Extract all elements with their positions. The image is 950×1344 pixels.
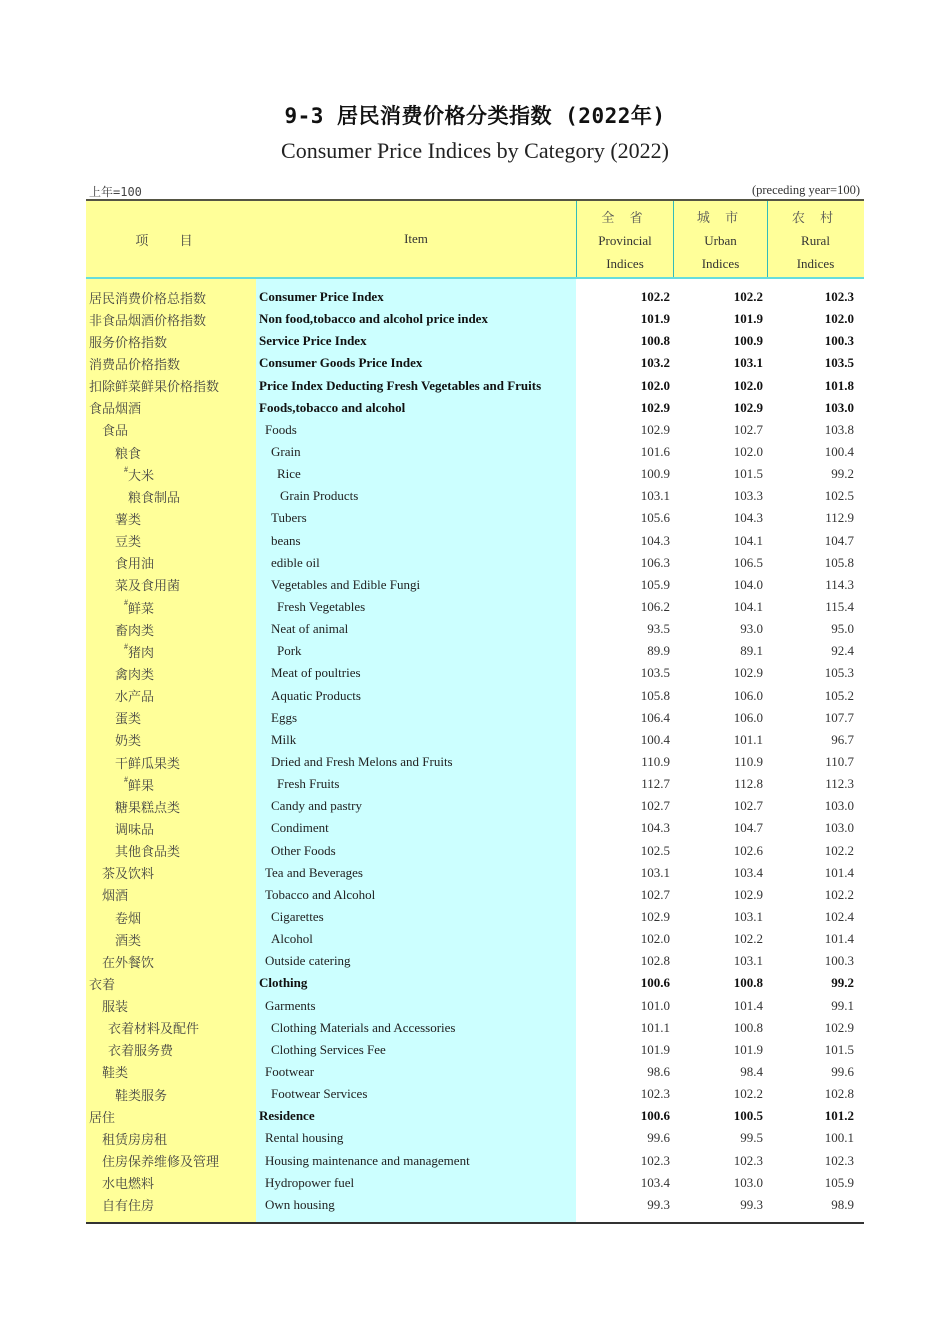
rural-value: 103.0 — [824, 798, 854, 814]
row-label-en: Clothing Materials and Accessories — [271, 1019, 456, 1035]
table-row — [86, 1194, 864, 1216]
rural-value: 110.7 — [825, 754, 854, 770]
row-label-cn: 自有住房 — [102, 1198, 155, 1214]
provincial-value: 103.4 — [640, 1174, 670, 1190]
table-row — [86, 397, 864, 419]
row-label-cn: 鞋类 — [102, 1065, 129, 1081]
table-row — [86, 884, 864, 906]
row-label-en: Alcohol — [271, 931, 313, 947]
rural-value: 112.3 — [825, 776, 854, 792]
row-label-en: Cigarettes — [271, 909, 324, 924]
row-label-cn: 居住 — [89, 1109, 116, 1125]
row-label-en: Own housing — [265, 1196, 335, 1212]
table-row — [86, 906, 864, 928]
provincial-value: 98.6 — [647, 1063, 670, 1079]
row-label-en: Fresh Fruits — [277, 776, 340, 792]
urban-value: 102.2 — [733, 289, 763, 305]
table-row — [86, 485, 864, 507]
provincial-value: 102.2 — [640, 289, 670, 305]
header-rural-en2: Indices — [796, 255, 835, 271]
provincial-value: 102.9 — [640, 421, 670, 437]
header-rural-en1: Rural — [801, 232, 830, 248]
urban-value: 104.3 — [733, 510, 763, 526]
rural-value: 103.0 — [824, 820, 854, 836]
rural-value: 99.2 — [831, 466, 854, 482]
provincial-value: 102.7 — [640, 886, 670, 902]
header-urban-en2: Indices — [701, 255, 740, 271]
row-label-cn: 食品烟酒 — [89, 401, 142, 417]
rural-value: 105.9 — [824, 1174, 854, 1190]
row-label-cn: 衣着 — [89, 976, 116, 992]
row-label-en: Foods — [265, 421, 297, 437]
table-row — [86, 308, 864, 330]
row-label-cn: 奶类 — [115, 733, 142, 749]
provincial-value: 105.9 — [640, 576, 670, 592]
cpi-table — [86, 199, 864, 1224]
rural-value: 103.0 — [824, 399, 854, 415]
urban-value: 103.1 — [733, 355, 763, 371]
rural-value: 99.2 — [831, 975, 854, 991]
rural-value: 112.9 — [825, 510, 854, 526]
urban-value: 102.7 — [733, 798, 763, 814]
urban-value: 110.9 — [734, 754, 763, 770]
rural-value: 102.4 — [824, 909, 854, 924]
table-row — [86, 286, 864, 308]
urban-value: 104.1 — [733, 532, 763, 548]
row-label-cn: 其他食品类 — [115, 844, 181, 860]
row-label-en: Tubers — [271, 510, 307, 526]
provincial-value: 102.8 — [640, 953, 670, 969]
row-label-cn: 水电燃料 — [102, 1176, 155, 1192]
provincial-value: 102.3 — [640, 1152, 670, 1168]
row-label-en: Garments — [265, 997, 316, 1013]
provincial-value: 102.9 — [640, 399, 670, 415]
provincial-value: 99.6 — [647, 1130, 670, 1146]
rural-value: 101.2 — [824, 1108, 854, 1124]
provincial-value: 103.5 — [640, 665, 670, 681]
row-label-cn: 食品 — [102, 423, 129, 439]
table-row — [86, 685, 864, 707]
table-row — [86, 463, 864, 485]
row-label-cn: 食用油 — [115, 556, 155, 572]
provincial-value: 106.2 — [640, 599, 670, 615]
row-label-en: Fresh Vegetables — [277, 599, 366, 615]
row-label-cn: 畜肉类 — [115, 622, 155, 638]
row-label-en: Service Price Index — [259, 333, 367, 349]
urban-value: 106.0 — [733, 709, 763, 725]
provincial-value: 100.9 — [640, 466, 670, 482]
rural-value: 102.3 — [824, 289, 854, 305]
row-label-cn: #鲜果 — [124, 774, 155, 793]
table-row — [86, 441, 864, 463]
urban-value: 103.4 — [733, 864, 763, 880]
urban-value: 102.9 — [733, 665, 763, 681]
provincial-value: 103.1 — [640, 488, 670, 504]
row-label-cn: 住房保养维修及管理 — [102, 1154, 220, 1170]
rural-value: 98.9 — [831, 1196, 854, 1212]
urban-value: 99.3 — [740, 1196, 763, 1212]
provincial-value: 104.3 — [640, 820, 670, 836]
row-label-cn: #猪肉 — [124, 641, 155, 660]
urban-value: 100.9 — [733, 333, 763, 349]
urban-value: 102.2 — [733, 931, 763, 947]
header-item-cn: 项 目 — [135, 232, 207, 248]
row-label-cn: 鞋类服务 — [115, 1087, 168, 1103]
header-urban-en1: Urban — [704, 232, 737, 248]
table-row — [86, 530, 864, 552]
row-label-cn: 酒类 — [115, 932, 142, 948]
rural-value: 115.4 — [825, 599, 854, 615]
table-row — [86, 330, 864, 352]
provincial-value: 101.1 — [640, 1019, 670, 1035]
rural-value: 102.8 — [824, 1086, 854, 1102]
urban-value: 102.6 — [733, 842, 763, 858]
table-row — [86, 507, 864, 529]
bottom-rule — [86, 1222, 864, 1224]
table-row — [86, 862, 864, 884]
table-row — [86, 1039, 864, 1061]
row-label-cn: 服务价格指数 — [89, 334, 168, 350]
table-row — [86, 662, 864, 684]
table-row — [86, 552, 864, 574]
rural-value: 102.2 — [824, 886, 854, 902]
rural-value: 107.7 — [824, 709, 854, 725]
row-label-cn: 粮食 — [115, 445, 142, 461]
urban-value: 106.5 — [733, 554, 763, 570]
table-row — [86, 928, 864, 950]
table-header — [86, 201, 864, 279]
row-label-en: Meat of poultries — [271, 665, 361, 681]
table-row — [86, 773, 864, 795]
urban-value: 102.9 — [733, 399, 763, 415]
header-provincial — [576, 201, 673, 277]
page-title-en: Consumer Price Indices by Category (2022) — [281, 138, 669, 163]
provincial-value: 101.9 — [640, 311, 670, 327]
row-label-en: Tobacco and Alcohol — [265, 886, 376, 902]
table-row — [86, 1172, 864, 1194]
rural-value: 92.4 — [831, 643, 854, 659]
provincial-value: 105.8 — [640, 687, 670, 703]
row-label-en: Neat of animal — [271, 621, 349, 637]
row-label-en: Other Foods — [271, 842, 336, 858]
header-rural — [767, 201, 863, 277]
header-item-en: Item — [404, 231, 428, 246]
table-row — [86, 1083, 864, 1105]
table-row — [86, 995, 864, 1017]
row-label-en: Grain — [271, 444, 301, 460]
rural-value: 100.3 — [824, 333, 854, 349]
rural-value: 105.8 — [824, 554, 854, 570]
header-urban-cn: 城 市 — [696, 209, 745, 225]
provincial-value: 100.8 — [640, 333, 670, 349]
row-label-en: Pork — [277, 643, 302, 659]
provincial-value: 110.9 — [641, 754, 670, 770]
footnote-mark: # — [124, 597, 128, 607]
table-row — [86, 1061, 864, 1083]
provincial-value: 102.3 — [640, 1086, 670, 1102]
urban-value: 104.0 — [733, 576, 763, 592]
rural-value: 96.7 — [831, 731, 854, 747]
table-row — [86, 1149, 864, 1171]
provincial-value: 101.6 — [640, 444, 670, 460]
row-label-cn: 服装 — [102, 999, 129, 1015]
row-label-cn: 糖果糕点类 — [115, 799, 181, 815]
rural-value: 105.2 — [824, 687, 854, 703]
provincial-value: 99.3 — [647, 1196, 670, 1212]
row-label-cn: 在外餐饮 — [102, 954, 155, 970]
row-label-en: Eggs — [271, 709, 297, 725]
row-label-en: Rice — [277, 466, 301, 482]
table-row — [86, 375, 864, 397]
row-label-en: Housing maintenance and management — [265, 1152, 470, 1168]
row-label-cn: 粮食制品 — [128, 489, 181, 505]
urban-value: 101.9 — [733, 1041, 763, 1057]
table-row — [86, 795, 864, 817]
page-title-cn: 9-3 居民消费价格分类指数 (2022年) — [284, 104, 666, 128]
urban-value: 102.7 — [733, 421, 763, 437]
row-label-cn: 水产品 — [115, 689, 155, 705]
provincial-value: 112.7 — [641, 776, 670, 792]
row-label-cn: 扣除鲜菜鲜果价格指数 — [89, 379, 220, 395]
table-row — [86, 1017, 864, 1039]
provincial-value: 100.6 — [640, 1108, 670, 1124]
header-urban — [673, 201, 767, 277]
table-row — [86, 707, 864, 729]
provincial-value: 93.5 — [647, 621, 670, 637]
rural-value: 99.1 — [831, 997, 854, 1013]
urban-value: 101.9 — [733, 311, 763, 327]
row-label-cn: 蛋类 — [115, 711, 142, 727]
rural-value: 100.1 — [824, 1130, 854, 1146]
rural-value: 102.9 — [824, 1019, 854, 1035]
urban-value: 101.4 — [733, 997, 763, 1013]
rural-value: 102.5 — [824, 488, 854, 504]
unit-note-en: (preceding year=100) — [751, 183, 860, 197]
urban-value: 102.9 — [733, 886, 763, 902]
provincial-value: 102.0 — [640, 377, 670, 393]
provincial-value: 106.3 — [640, 554, 670, 570]
provincial-value: 89.9 — [647, 643, 670, 659]
rural-value: 102.2 — [824, 842, 854, 858]
row-label-cn: 消费品价格指数 — [89, 356, 181, 372]
row-label-en: Footwear Services — [271, 1086, 368, 1102]
provincial-value: 100.4 — [640, 731, 670, 747]
row-label-en: Foods,tobacco and alcohol — [259, 399, 406, 415]
row-label-cn: 衣着服务费 — [108, 1043, 174, 1059]
table-row — [86, 1127, 864, 1149]
table-row — [86, 950, 864, 972]
row-label-en: Price Index Deducting Fresh Vegetables and Fruits — [259, 377, 542, 393]
row-label-en: Clothing — [259, 975, 308, 991]
rural-value: 95.0 — [831, 621, 854, 637]
urban-value: 103.1 — [733, 953, 763, 969]
row-label-cn: 非食品烟酒价格指数 — [89, 312, 207, 328]
urban-value: 102.2 — [733, 1086, 763, 1102]
table-body — [86, 279, 864, 1222]
table-row — [86, 419, 864, 441]
row-label-en: Aquatic Products — [271, 687, 361, 703]
row-label-en: Tea and Beverages — [265, 864, 363, 880]
table-row — [86, 596, 864, 618]
row-label-en: Vegetables and Edible Fungi — [271, 576, 421, 592]
rural-value: 103.8 — [824, 421, 854, 437]
urban-value: 103.3 — [733, 488, 763, 504]
row-label-cn: 菜及食用菌 — [115, 578, 181, 594]
provincial-value: 102.5 — [640, 842, 670, 858]
row-label-cn: 干鲜瓜果类 — [115, 755, 181, 771]
provincial-value: 100.6 — [640, 975, 670, 991]
row-label-cn: 烟酒 — [102, 888, 129, 904]
row-label-en: Consumer Goods Price Index — [259, 355, 423, 371]
row-label-en: Rental housing — [265, 1130, 344, 1146]
urban-value: 102.0 — [733, 444, 763, 460]
rural-value: 102.3 — [824, 1152, 854, 1168]
urban-value: 98.4 — [740, 1063, 763, 1079]
row-label-cn: 衣着材料及配件 — [108, 1021, 200, 1037]
rural-value: 100.3 — [824, 953, 854, 969]
provincial-value: 102.7 — [640, 798, 670, 814]
table-row — [86, 574, 864, 596]
urban-value: 99.5 — [740, 1130, 763, 1146]
header-provincial-en2: Indices — [606, 255, 644, 271]
rural-value: 114.3 — [825, 576, 854, 592]
header-rural-cn: 农 村 — [791, 209, 840, 225]
table-row — [86, 729, 864, 751]
row-label-en: Dried and Fresh Melons and Fruits — [271, 754, 453, 770]
table-row — [86, 817, 864, 839]
row-label-cn: #鲜菜 — [124, 597, 155, 616]
table-row — [86, 840, 864, 862]
urban-value: 101.1 — [733, 731, 763, 747]
footnote-mark: # — [124, 774, 128, 784]
rural-value: 99.6 — [831, 1063, 854, 1079]
urban-value: 106.0 — [733, 687, 763, 703]
rural-value: 101.4 — [824, 864, 854, 880]
row-label-en: edible oil — [271, 554, 320, 570]
provincial-value: 104.3 — [640, 532, 670, 548]
urban-value: 112.8 — [734, 776, 763, 792]
table-row — [86, 972, 864, 994]
table-row — [86, 352, 864, 374]
unit-note-cn: 上年=100 — [89, 185, 142, 199]
rural-value: 104.7 — [824, 532, 854, 548]
urban-value: 102.3 — [733, 1152, 763, 1168]
row-label-en: Outside catering — [265, 953, 351, 969]
row-label-en: Grain Products — [280, 488, 359, 504]
rural-value: 102.0 — [824, 311, 854, 327]
row-label-en: Milk — [271, 731, 297, 747]
provincial-value: 102.9 — [640, 909, 670, 924]
table-row — [86, 618, 864, 640]
urban-value: 101.5 — [733, 466, 763, 482]
row-label-en: Hydropower fuel — [265, 1174, 355, 1190]
header-provincial-cn: 全 省 — [601, 209, 649, 225]
rural-value: 101.8 — [824, 377, 854, 393]
provincial-value: 102.0 — [640, 931, 670, 947]
row-label-cn: 豆类 — [115, 534, 142, 550]
rural-value: 100.4 — [824, 444, 854, 460]
urban-value: 103.0 — [733, 1174, 763, 1190]
provincial-value: 105.6 — [640, 510, 670, 526]
row-label-cn: 租赁房房租 — [102, 1131, 168, 1147]
provincial-value: 106.4 — [640, 709, 670, 725]
row-label-en: Footwear — [265, 1063, 315, 1079]
row-label-cn: 薯类 — [115, 511, 142, 527]
row-label-cn: 居民消费价格总指数 — [89, 290, 207, 306]
urban-value: 100.8 — [733, 1019, 763, 1035]
provincial-value: 103.2 — [640, 355, 670, 371]
urban-value: 93.0 — [740, 621, 763, 637]
row-label-en: Consumer Price Index — [259, 289, 384, 305]
provincial-value: 101.0 — [640, 997, 670, 1013]
urban-value: 104.1 — [733, 599, 763, 615]
rural-value: 101.4 — [824, 931, 854, 947]
urban-value: 100.8 — [733, 975, 763, 991]
table-row — [86, 751, 864, 773]
row-label-cn: 调味品 — [115, 821, 155, 837]
provincial-value: 103.1 — [640, 864, 670, 880]
urban-value: 100.5 — [733, 1108, 763, 1124]
row-label-en: beans — [271, 532, 301, 548]
footnote-mark: # — [124, 641, 128, 651]
header-provincial-en1: Provincial — [598, 232, 652, 248]
row-label-cn: 茶及饮料 — [102, 866, 155, 882]
urban-value: 102.0 — [733, 377, 763, 393]
provincial-value: 101.9 — [640, 1041, 670, 1057]
urban-value: 103.1 — [733, 909, 763, 924]
row-label-en: Condiment — [271, 820, 329, 836]
row-label-en: Candy and pastry — [271, 798, 362, 814]
rural-value: 101.5 — [824, 1041, 854, 1057]
row-label-cn: 禽肉类 — [115, 666, 155, 682]
row-label-en: Residence — [259, 1108, 315, 1124]
urban-value: 89.1 — [740, 643, 763, 659]
rural-value: 105.3 — [824, 665, 854, 681]
row-label-en: Clothing Services Fee — [271, 1041, 386, 1057]
rural-value: 103.5 — [824, 355, 854, 371]
row-label-en: Non food,tobacco and alcohol price index — [259, 311, 488, 327]
table-row — [86, 1105, 864, 1127]
urban-value: 104.7 — [733, 820, 763, 836]
row-label-cn: 卷烟 — [115, 910, 142, 926]
footnote-mark: # — [124, 464, 128, 474]
table-row — [86, 640, 864, 662]
row-label-cn: #大米 — [124, 464, 155, 483]
